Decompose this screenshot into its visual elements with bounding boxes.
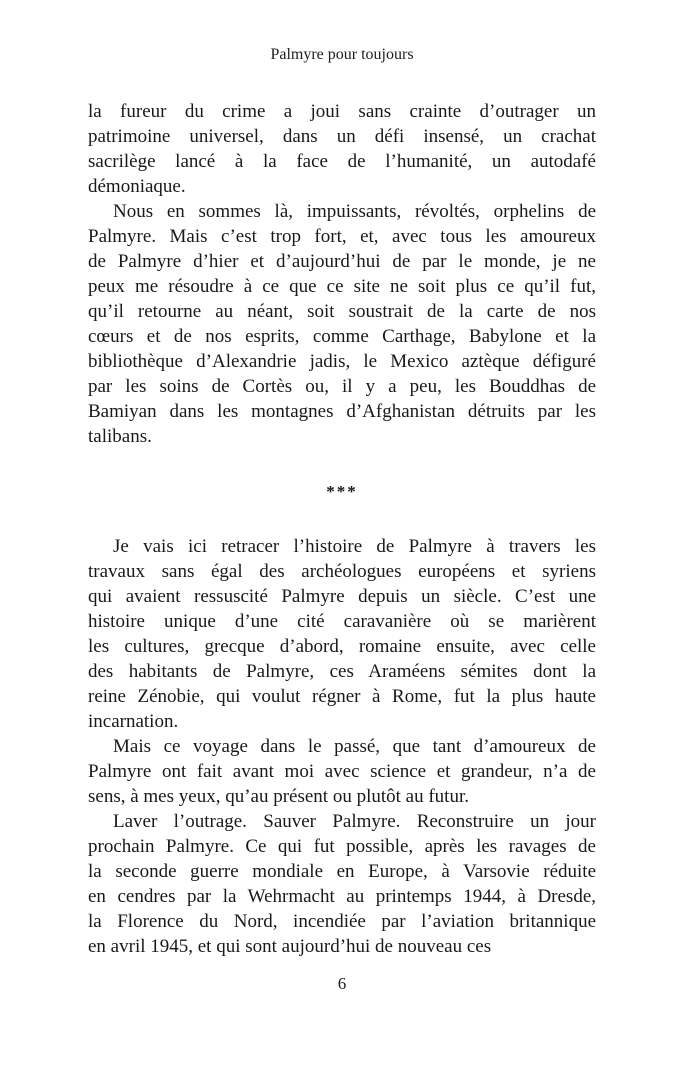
text-line: peux me résoudre à ce que ce site ne soit plus ce qu’il fut,: [88, 276, 596, 297]
text-line: qui avaient ressuscité Palmyre depuis un siècle. C’est une: [88, 586, 596, 607]
text-line: Laver l’outrage. Sauver Palmyre. Reconstruire un jour: [113, 811, 596, 832]
text-line: la Florence du Nord, incendiée par l’aviation britannique: [88, 911, 596, 932]
text-line: prochain Palmyre. Ce qui fut possible, après les ravages de: [88, 836, 596, 857]
text-line: Palmyre ont fait avant moi avec science et grandeur, n’a de: [88, 761, 596, 782]
text-section-1: [88, 99, 596, 449]
text-line: les cultures, grecque d’abord, romaine ensuite, avec celle: [88, 636, 596, 657]
text-line: en cendres par la Wehrmacht au printemps 1944, à Dresde,: [88, 886, 596, 907]
text-line: cœurs et de nos esprits, comme Carthage, Babylone et la: [88, 326, 596, 347]
running-header: Palmyre pour toujours: [270, 46, 414, 63]
text-line: en avril 1945, et qui sont aujourd’hui de nouveau ces: [88, 936, 492, 957]
text-line: histoire unique d’une cité caravanière où se marièrent: [88, 611, 596, 632]
text-line: Palmyre. Mais c’est trop fort, et, avec tous les amoureux: [88, 226, 596, 247]
text-line: sacrilège lancé à la face de l’humanité, un autodafé: [88, 151, 596, 172]
text-line: par les soins de Cortès ou, il y a peu, les Bouddhas de: [88, 376, 596, 397]
page-number: 6: [337, 974, 347, 993]
text-line: incarnation.: [88, 711, 179, 732]
text-line: la fureur du crime a joui sans crainte d’outrager un: [88, 101, 596, 122]
text-line: des habitants de Palmyre, ces Araméens sémites dont la: [88, 661, 596, 682]
text-line: Nous en sommes là, impuissants, révoltés, orphelins de: [113, 201, 596, 222]
text-line: démoniaque.: [88, 176, 186, 197]
text-line: bibliothèque d’Alexandrie jadis, le Mexico aztèque défiguré: [88, 351, 596, 372]
text-line: de Palmyre d’hier et d’aujourd’hui de par le monde, je ne: [88, 251, 596, 272]
text-section-2: [88, 534, 596, 959]
text-line: travaux sans égal des archéologues européens et syriens: [88, 561, 596, 582]
text-line: qu’il retourne au néant, soit soustrait de la carte de nos: [88, 301, 596, 322]
text-line: Je vais ici retracer l’histoire de Palmyre à travers les: [113, 536, 596, 557]
text-line: talibans.: [88, 426, 152, 447]
text-line: sens, à mes yeux, qu’au présent ou plutôt au futur.: [88, 786, 469, 807]
text-line: patrimoine universel, dans un défi insensé, un crachat: [88, 126, 596, 147]
section-separator: ***: [326, 482, 358, 501]
text-line: Mais ce voyage dans le passé, que tant d’amoureux de: [113, 736, 596, 757]
text-line: Bamiyan dans les montagnes d’Afghanistan détruits par les: [88, 401, 596, 422]
text-line: la seconde guerre mondiale en Europe, à Varsovie réduite: [88, 861, 596, 882]
text-line: reine Zénobie, qui voulut régner à Rome, fut la plus haute: [88, 686, 596, 707]
